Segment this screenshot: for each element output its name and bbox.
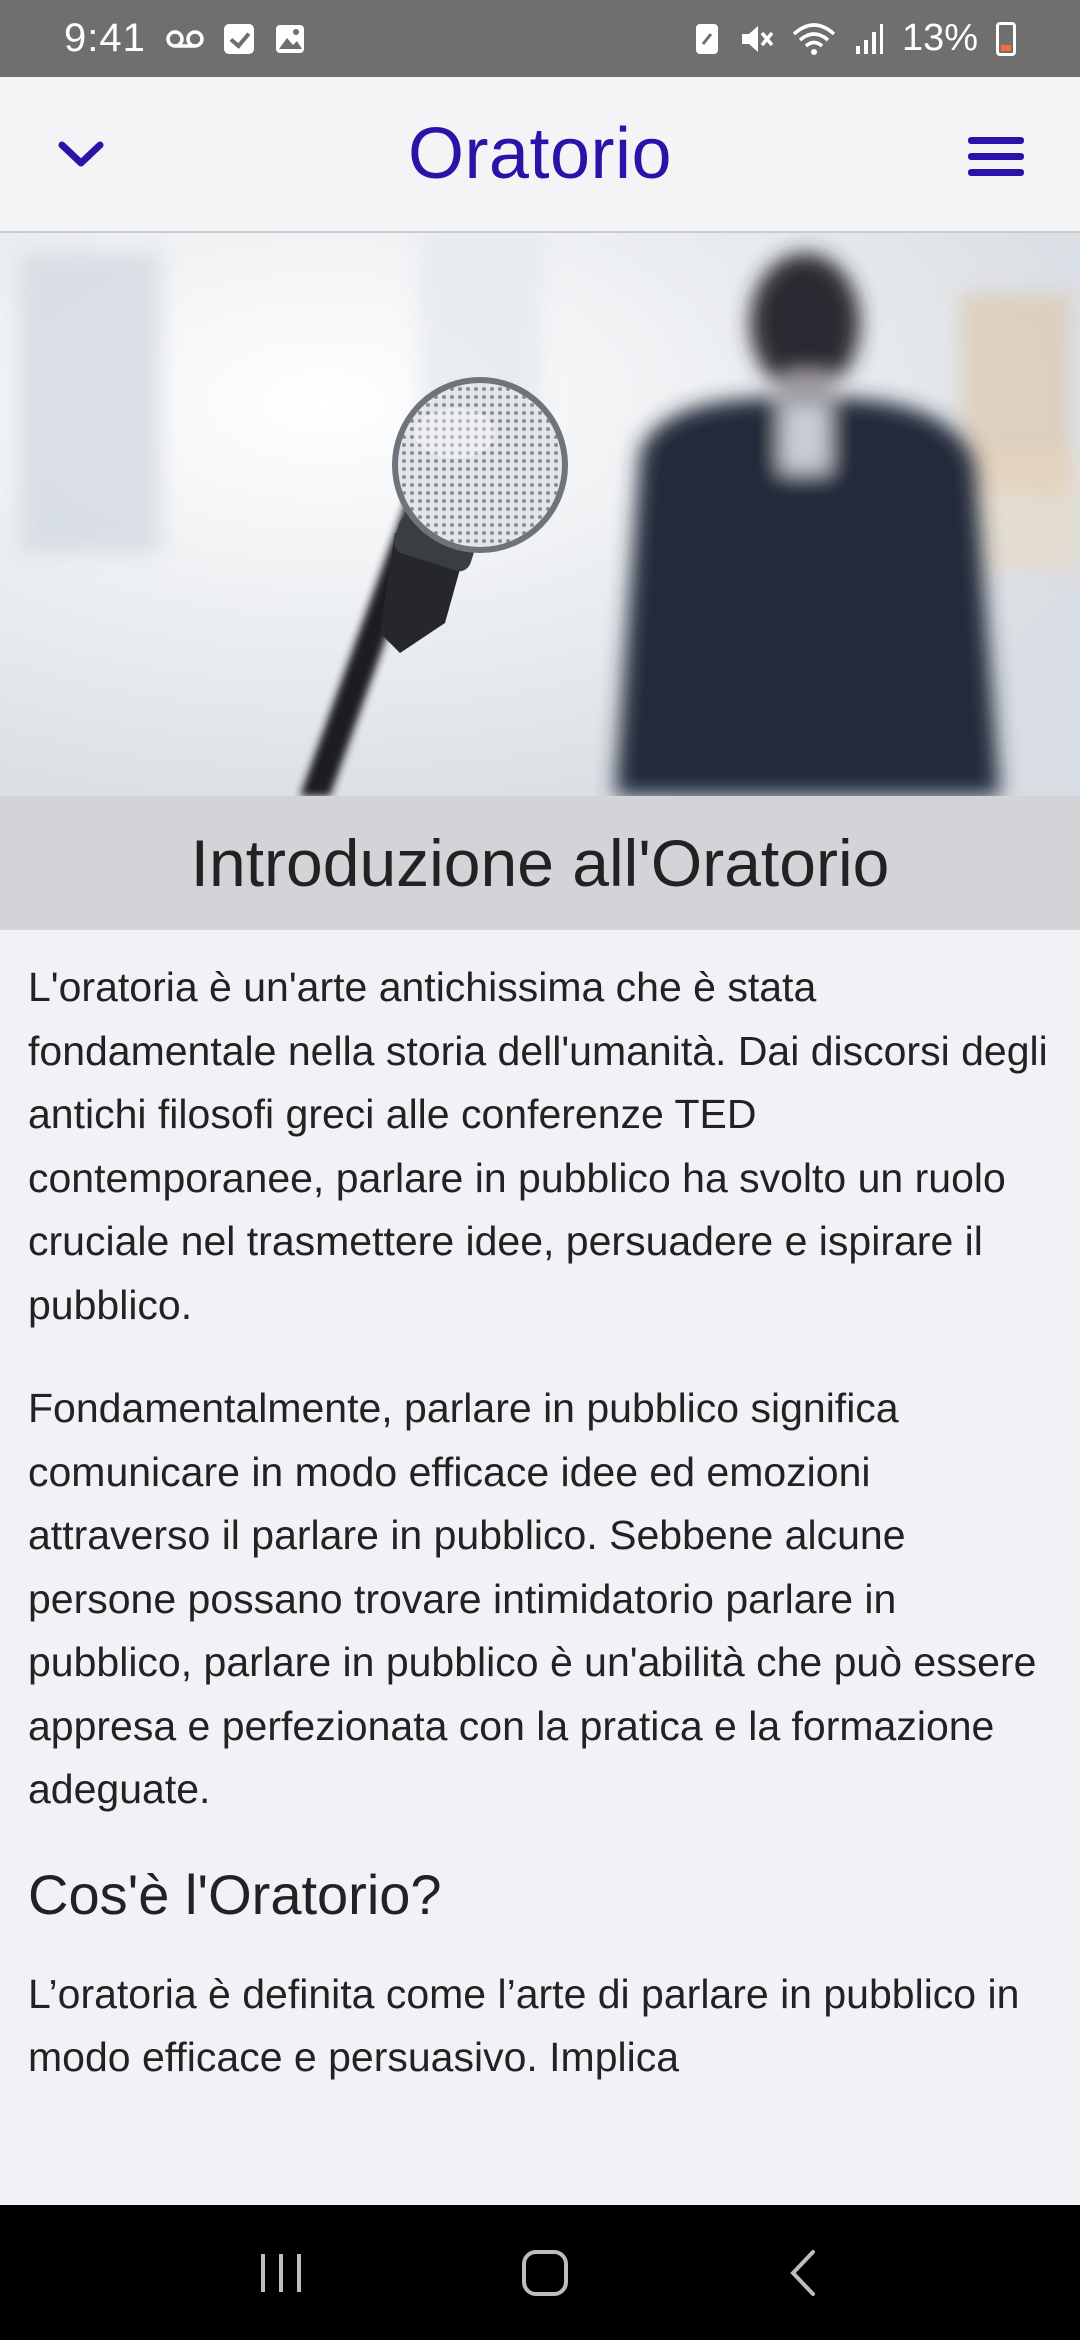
- status-bar: [0, 0, 1080, 77]
- app-header: [0, 77, 1080, 233]
- wifi-icon: [792, 22, 836, 56]
- hero-image: [0, 233, 1080, 796]
- paragraph-1: L'oratoria è un'arte antichissima che è stata fondamentale nella storia dell'umanità. Dai discorsi degli antichi filosofi greci alle conferenze TED contemporanee, parlare in pubblico ha svolto un ruolo cruciale nel trasmettere idee, persuadere e ispirare il pubblico.: [28, 964, 1048, 1328]
- system-nav-bar: [0, 2205, 1080, 2340]
- app-title: Oratorio: [407, 114, 673, 194]
- section-heading: Cos'è l'Oratorio?: [28, 1862, 442, 1926]
- battery-icon: [996, 22, 1016, 56]
- chevron-down-icon[interactable]: [56, 129, 106, 179]
- status-time: 9:41: [64, 16, 146, 60]
- signal-icon: [854, 22, 884, 56]
- back-icon[interactable]: [783, 2248, 823, 2298]
- paragraph-3: L’oratoria è definita come l’arte di parlare in pubblico in modo efficace e persuasivo. Implica: [28, 1970, 1020, 2080]
- recent-apps-icon[interactable]: [257, 2252, 307, 2294]
- home-icon[interactable]: [520, 2248, 570, 2298]
- checkbox-icon: [224, 24, 254, 54]
- section-title-bar: [0, 796, 1080, 930]
- article-content: [28, 956, 1052, 2130]
- image-icon: [274, 23, 306, 55]
- microphone-image: [0, 233, 1080, 796]
- battery-percentage: 13%: [901, 17, 978, 59]
- voicemail-icon: [166, 28, 204, 50]
- nfc-icon: [694, 22, 720, 56]
- section-title: Introduzione all'Oratorio: [190, 826, 890, 900]
- paragraph-2: Fondamentalmente, parlare in pubblico significa comunicare in modo efficace idee ed emozioni attraverso il parlare in pubblico. Sebbene alcune persone possano trovare intimidatorio parlare in pubblico, parlare in pubblico è un'abilità che può essere appresa e perfezionata con la pratica e la formazione adeguate.: [28, 1385, 1037, 1812]
- menu-icon[interactable]: [968, 137, 1024, 177]
- mute-icon: [738, 22, 774, 56]
